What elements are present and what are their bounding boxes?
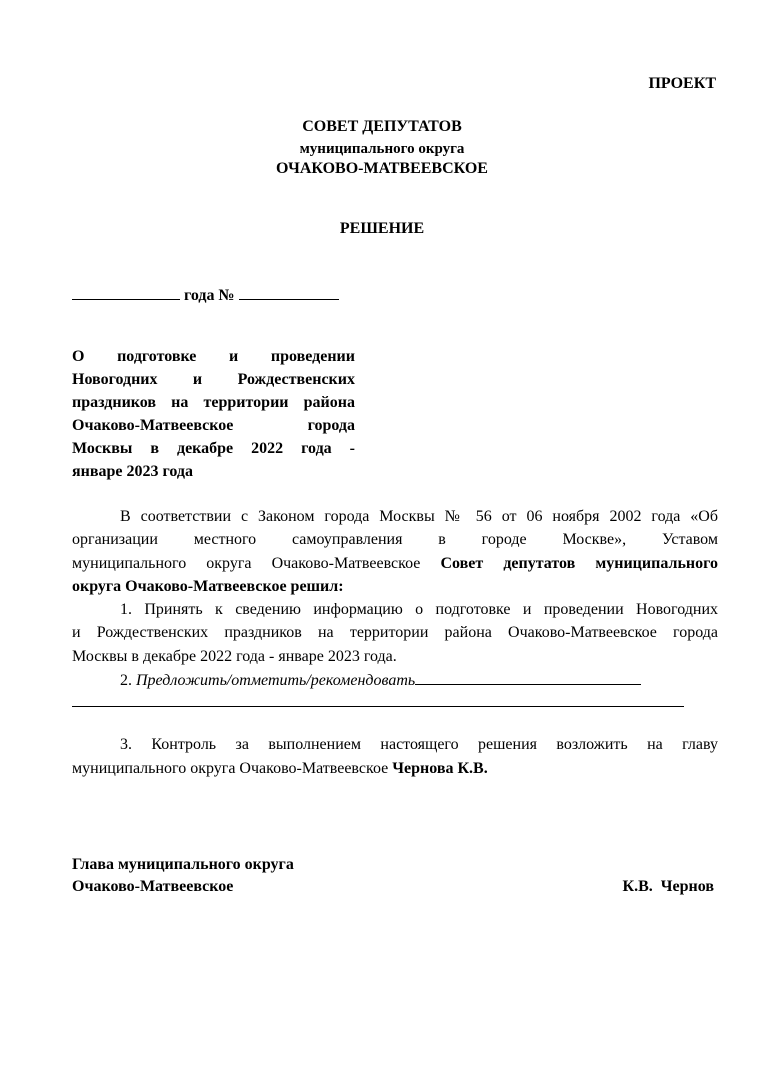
subject-line: Москвы в декабре 2022 года -	[72, 440, 355, 457]
preamble-line: округа Очаково-Матвеевское решил:	[72, 577, 344, 595]
date-number-line	[72, 284, 339, 307]
municipal-subtitle: муниципального округа	[299, 141, 465, 157]
signature-title	[72, 854, 294, 898]
item-2-number: 2.	[120, 672, 136, 690]
item-3-text: муниципального округа Очаково-Матвеевское	[72, 759, 393, 777]
preamble-line: организации местного самоуправления в городе Москве», Уставом	[72, 531, 718, 549]
preamble-line	[72, 552, 718, 575]
preamble-text: муниципального округа Очаково-Матвеевское	[72, 554, 441, 572]
item-2-blank	[415, 668, 641, 685]
item-3-line	[72, 757, 718, 780]
council-decided-text: Совет депутатов муниципального	[440, 554, 718, 572]
council-title: СОВЕТ ДЕПУТАТОВ	[302, 118, 462, 135]
number-blank	[239, 284, 339, 300]
decision-subject	[72, 345, 355, 483]
item-2-paragraph	[72, 668, 718, 707]
item-3-line: 3. Контроль за выполнением настоящего решения возложить на главу	[120, 736, 718, 754]
year-number-label: года №	[184, 287, 235, 304]
head-name-text: Чернова К.В.	[392, 759, 488, 777]
date-blank	[72, 284, 180, 300]
decision-title: РЕШЕНИЕ	[339, 220, 425, 237]
district-title: ОЧАКОВО-МАТВЕЕВСКОЕ	[276, 160, 488, 177]
item-2-line	[72, 668, 718, 692]
draft-stamp: ПРОЕКТ	[648, 75, 716, 92]
subject-line: Очаково-Матвеевское города	[72, 417, 355, 434]
item-1-paragraph	[72, 598, 718, 668]
item-2-blank-line	[72, 692, 684, 707]
subject-line: Новогодних и Рождественских	[72, 371, 355, 388]
subject-line: январе 2023 года	[72, 463, 194, 480]
item-2-italic-text: Предложить/отметить/рекомендовать	[136, 672, 416, 690]
item-1-line: 1. Принять к сведению информацию о подготовке и проведении Новогодних	[120, 601, 718, 619]
item-1-line: и Рождественских праздников на территории района Очаково-Матвеевское города	[72, 624, 718, 642]
signature-name: К.В. Чернов	[622, 878, 714, 895]
subject-line: праздников на территории района	[72, 394, 355, 411]
signature-title-line: Глава муниципального округа	[72, 856, 294, 873]
subject-line: О подготовке и проведении	[72, 348, 355, 365]
preamble-paragraph	[72, 505, 718, 598]
decision-body	[72, 505, 718, 780]
preamble-line: В соответствии с Законом города Москвы № 56 от 06 ноября 2002 года «Об	[120, 508, 718, 525]
item-3-paragraph	[72, 733, 718, 780]
item-1-line: Москвы в декабре 2022 года - январе 2023 года.	[72, 647, 397, 665]
signature-title-line: Очаково-Матвеевское	[72, 878, 234, 895]
